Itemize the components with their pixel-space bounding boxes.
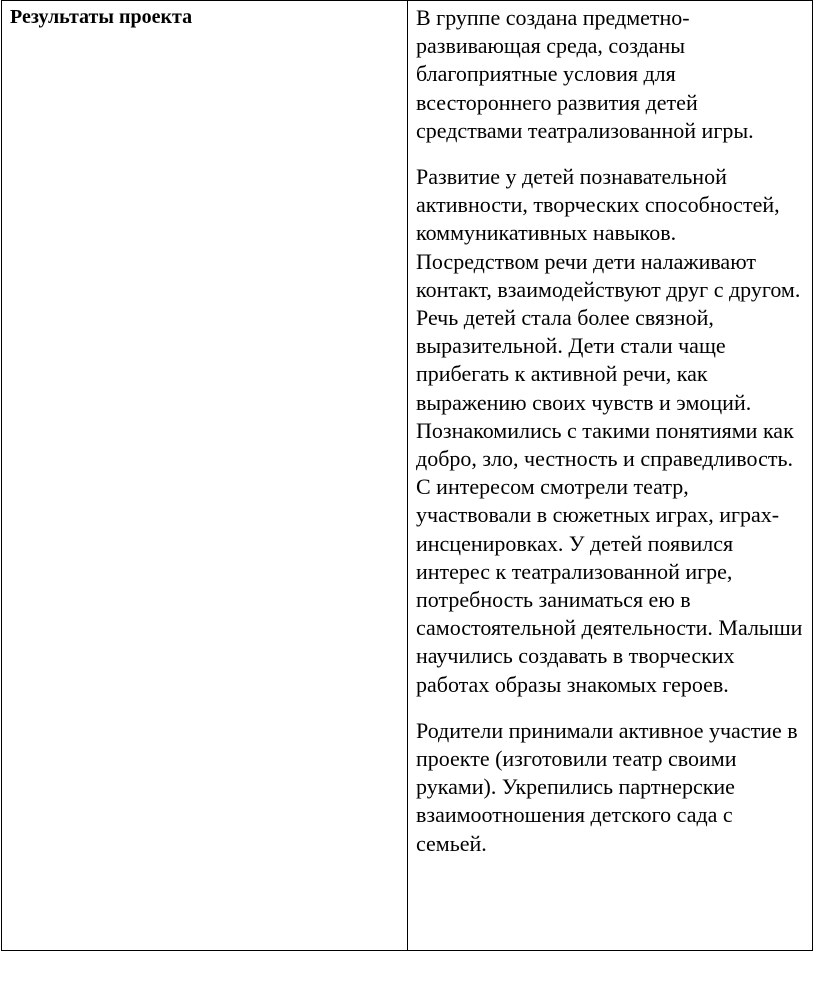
- paragraph-development: Развитие у детей познавательной активности, творческих способностей, коммуникативных навыков. Посредством речи дети налаживают контакт, взаимодействуют друг с другом. Речь детей стала более связной, выразительной. Дети стали чаще прибегать к активной речи, как выражению своих чувств и эмоций. Познакомились с такими понятиями как добро, зло, честность и справедливость. С интересом смотрели театр, участвовали в сюжетных играх, играх-инсценировках. У детей появился интерес к театрализованной игре, потребность заниматься ею в самостоятельной деятельности. Малыши научились создавать в творческих работах образы знакомых героев.: [416, 164, 803, 697]
- content-cell: [408, 1, 812, 950]
- results-table: [1, 0, 813, 951]
- paragraph-parents: Родители принимали активное участие в проекте (изготовили театр своими руками). Укрепились партнерские взаимоотношения детского сада с семьей.: [416, 717, 798, 856]
- row-label: Результаты проекта: [10, 6, 193, 28]
- label-cell: [2, 1, 408, 950]
- paragraph-environment: В группе создана предметно-развивающая среда, созданы благоприятные условия для всестороннего развития детей средствами театрализованной игры.: [416, 5, 754, 143]
